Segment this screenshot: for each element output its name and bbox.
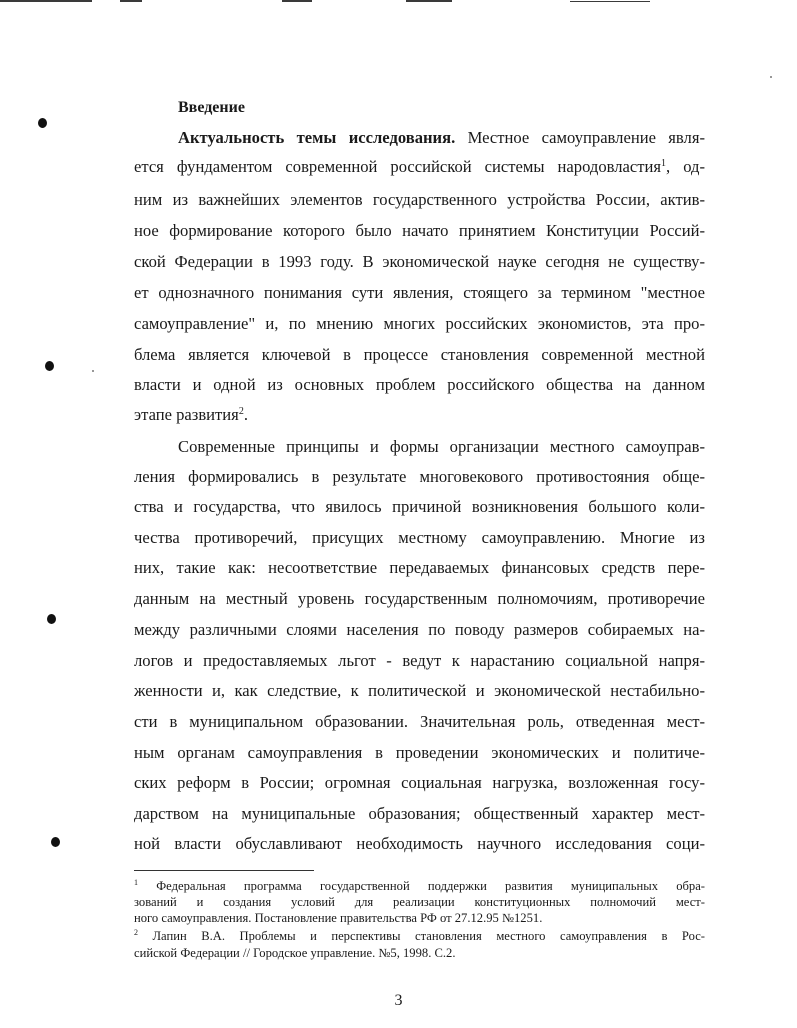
scan-speck [770,76,772,78]
paragraph-1-line-2 [134,156,705,178]
text-line: , од- [666,157,705,176]
binding-hole-4 [51,837,60,847]
scan-artifact-top-left-2 [120,0,142,2]
footnote-1-line-3: ного самоуправления. Постановление правительства РФ от 27.12.95 №1251. [134,911,543,925]
paragraph-2-line-11: ным органам самоуправления в проведении экономических и политиче- [134,743,705,762]
footnote-text: Федеральная программа государственной поддержки развития муниципальных обра- [156,879,705,893]
paragraph-1-line-4: ное формирование которого было начато принятием Конституции Россий- [134,221,705,240]
text-line: этапе развития [134,405,239,424]
paragraph-1-line-3: ним из важнейших элементов государственного устройства России, актив- [134,190,705,209]
footnote-marker-1: 1 [134,878,138,887]
paragraph-2-line-4: чества противоречий, присущих местному самоуправлению. Многие из [134,528,705,547]
paragraph-2-line-12: ских реформ в России; огромная социальная нагрузка, возложенная госу- [134,773,705,792]
paragraph-2-line-9: женности и, как следствие, к политической и экономической нестабильно- [134,681,705,700]
footnote-separator [134,870,314,871]
paragraph-2-line-5: них, такие как: несоответствие передаваемых финансовых средств пере- [134,558,705,577]
paragraph-1-line-10 [134,404,705,426]
paragraph-2-line-6: данным на местный уровень государственным полномочиям, противоречие [134,589,705,608]
topic-relevance-lead: Актуальность темы исследования. [178,128,456,147]
footnote-ref-2[interactable]: 2 [238,406,244,417]
text-line: Местное самоуправление явля- [467,128,705,147]
paragraph-2-line-14: ной власти обуславливают необходимость научного исследования соци- [134,834,705,853]
scan-artifact-top-right [570,1,650,2]
scan-artifact-top-mid-2 [406,0,452,2]
paragraph-1-line-6: ет однозначного понимания сути явления, стоящего за термином "местное [134,283,705,302]
paragraph-2-line-1: Современные принципы и формы организации местного самоуправ- [178,437,705,456]
text-line: . [243,405,248,424]
paragraph-1-line-9: власти и одной из основных проблем российского общества на данном [134,375,705,394]
text-line: ется фундаментом современной российской системы народовластия [134,157,662,176]
binding-hole-3 [47,614,56,624]
paragraph-2-line-2: ления формировались в результате многовекового противостояния обще- [134,467,705,486]
paragraph-2-line-3: ства и государства, что явилось причиной возникновения большого коли- [134,497,705,516]
scan-speck [92,370,94,372]
paragraph-1-line-5: ской Федерации в 1993 году. В экономической науке сегодня не существу- [134,252,705,271]
paragraph-1-line-7: самоуправление" и, по мнению многих российских экономистов, эта про- [134,314,705,333]
footnote-1-line-2: зований и создания условий для реализации конституционных полномочий мест- [134,895,705,909]
section-heading: Введение [178,99,245,116]
footnote-2-line-2: сийской Федерации // Городское управление. №5, 1998. С.2. [134,946,456,960]
paragraph-1-line-1 [134,127,705,149]
binding-hole-2 [45,361,54,371]
paragraph-1-line-8: блема является ключевой в процессе становления современной местной [134,345,705,364]
page-number: 3 [394,992,403,1009]
binding-hole-1 [38,118,47,128]
paragraph-2-line-8: логов и предоставляемых льгот - ведут к нарастанию социальной напря- [134,651,705,670]
footnote-ref-1[interactable]: 1 [661,158,667,169]
scan-artifact-top-left [0,0,92,2]
scan-artifact-top-mid [282,0,312,2]
footnote-text: Лапин В.А. Проблемы и перспективы становления местного самоуправления в Рос- [152,929,705,943]
paragraph-2-line-10: сти в муниципальном образовании. Значительная роль, отведенная мест- [134,712,705,731]
footnote-marker-2: 2 [134,928,138,937]
paragraph-2-line-13: дарством на муниципальные образования; общественный характер мест- [134,804,705,823]
footnote-2-line-1 [134,928,705,944]
paragraph-2-line-7: между различными слоями населения по поводу размеров собираемых на- [134,620,705,639]
footnote-1-line-1 [134,878,705,894]
